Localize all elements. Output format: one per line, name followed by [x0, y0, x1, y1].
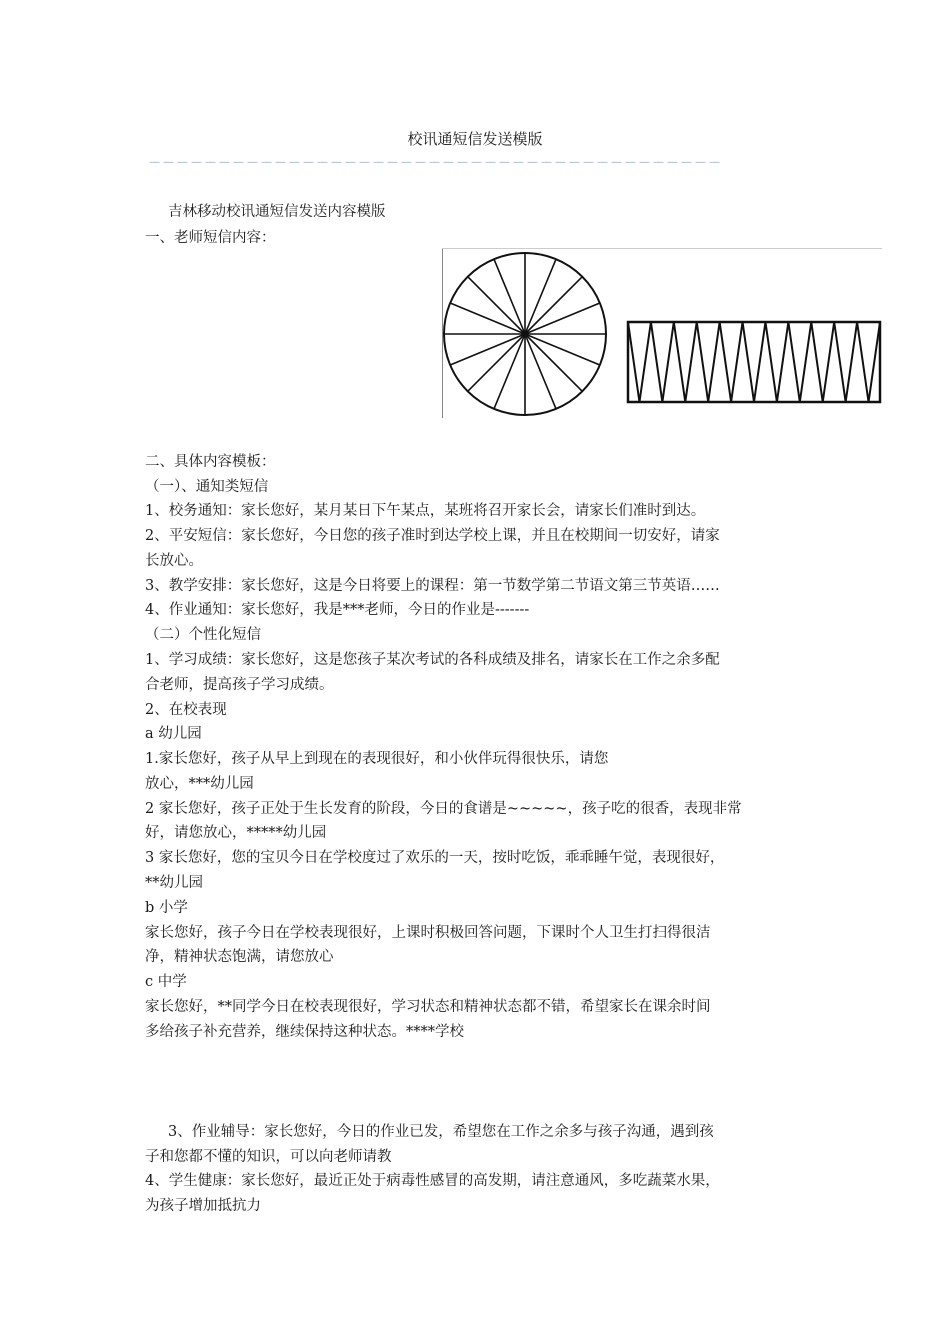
- line-15: 2 家长您好，孩子正处于生长发育的阶段，今日的食谱是~~~~~，孩子吃的很香，表现非常: [145, 801, 742, 817]
- tail-line-1: 3、作业辅导：家长您好，今日的作业已发，希望您在工作之余多与孩子沟通，遇到孩: [168, 1124, 714, 1140]
- figure-panel: [442, 248, 882, 420]
- line-1: 二、具体内容模板：: [145, 454, 276, 470]
- line-18: **幼儿园: [145, 875, 203, 891]
- line-10: 合老师，提高孩子学习成绩。: [145, 677, 334, 693]
- dashed-divider: －－－－－－－－－－－－－－－－－－－－－－－－－－－－－－－－－－－－－－－－－: [148, 156, 723, 164]
- line-19: b 小学: [145, 900, 188, 916]
- document-subtitle: 吉林移动校讯通短信发送内容模版: [168, 204, 386, 220]
- tail-line-2: 子和您都不懂的知识，可以向老师请教: [145, 1149, 392, 1165]
- line-14: 放心，***幼儿园: [145, 776, 254, 792]
- line-5: 长放心。: [145, 553, 203, 569]
- line-12: a 幼儿园: [145, 726, 202, 742]
- line-4: 2、平安短信：家长您好，今日您的孩子准时到达学校上课，并且在校期间一切安好，请家: [145, 528, 720, 544]
- line-9: 1、学习成绩：家长您好，这是您孩子某次考试的各科成绩及排名，请家长在工作之余多配: [145, 652, 720, 668]
- zigzag-line: [628, 322, 880, 402]
- section-teacher-sms: 一、老师短信内容：: [145, 230, 276, 246]
- line-3: 1、校务通知：家长您好，某月某日下午某点，某班将召开家长会，请家长们准时到达。: [145, 503, 706, 519]
- line-2: （一）、通知类短信: [145, 479, 269, 495]
- line-11: 2、在校表现: [145, 702, 227, 718]
- line-23: 家长您好，**同学今日在校表现很好，学习状态和精神状态都不错，希望家长在课余时间: [145, 999, 711, 1015]
- line-20: 家长您好，孩子今日在学校表现很好，上课时积极回答问题，下课时个人卫生打扫得很洁: [145, 925, 711, 941]
- wheel-spoke: [468, 277, 525, 334]
- figure-drawing: [442, 248, 882, 420]
- wheel-spoke: [525, 334, 582, 391]
- wheel-spoke: [468, 334, 525, 391]
- line-17: 3 家长您好，您的宝贝今日在学校度过了欢乐的一天，按时吃饭，乖乖睡午觉，表现很好，: [145, 850, 725, 866]
- zigzag-frame: [628, 322, 880, 402]
- tail-line-4: 为孩子增加抵抗力: [145, 1198, 261, 1214]
- line-6: 3、教学安排：家长您好，这是今日将要上的课程：第一节数学第二节语文第三节英语……: [145, 578, 720, 594]
- figure-left-border: [442, 248, 443, 418]
- line-8: （二）个性化短信: [145, 627, 261, 643]
- wheel-spoke: [525, 277, 582, 334]
- page-title: 校讯通短信发送模版: [407, 130, 543, 148]
- line-22: c 中学: [145, 974, 187, 990]
- line-24: 多给孩子补充营养，继续保持这种状态。****学校: [145, 1024, 464, 1040]
- line-7: 4、作业通知：家长您好，我是***老师，今日的作业是-------: [145, 602, 530, 618]
- tail-line-3: 4、学生健康：家长您好，最近正处于病毒性感冒的高发期，请注意通风，多吃蔬菜水果，: [145, 1173, 720, 1189]
- figure-top-border: [442, 248, 882, 249]
- line-21: 净，精神状态饱满，请您放心: [145, 949, 334, 965]
- spoked-wheel-figure: [444, 253, 606, 415]
- zigzag-strip-figure: [628, 322, 880, 402]
- line-16: 好，请您放心，*****幼儿园: [145, 825, 327, 841]
- line-13: 1.家长您好，孩子从早上到现在的表现很好，和小伙伴玩得很快乐，请您: [145, 751, 609, 767]
